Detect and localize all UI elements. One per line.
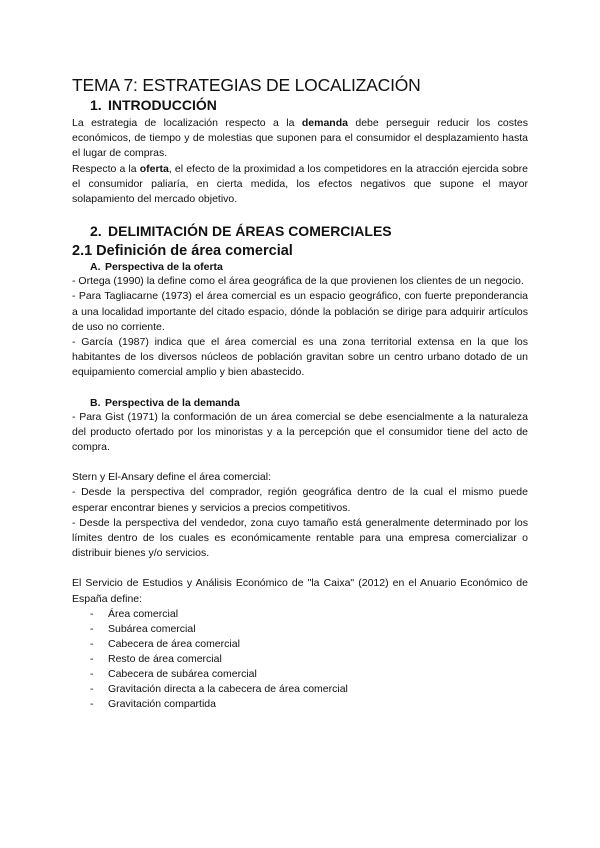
- list-dash: -: [90, 682, 94, 695]
- section-1-number: 1.: [90, 97, 102, 113]
- list-item-text: Gravitación compartida: [108, 697, 216, 710]
- perspectiva-demanda-letter: B.: [90, 396, 101, 409]
- list-item: [90, 697, 528, 712]
- list-item-text: Cabecera de área comercial: [108, 637, 240, 650]
- list-item: [90, 637, 528, 652]
- list-item-text: Gravitación directa a la cabecera de área comercial: [108, 682, 348, 695]
- section-2-number: 2.: [90, 223, 102, 240]
- list-item: [90, 652, 528, 667]
- document-page: [72, 74, 528, 712]
- perspectiva-demanda-heading: [90, 396, 528, 410]
- list-item-text: Cabecera de subárea comercial: [108, 667, 257, 680]
- intro-paragraph-oferta: [72, 162, 528, 208]
- intro-p1-bold: demanda: [301, 117, 348, 129]
- perspectiva-oferta-title: Perspectiva de la oferta: [105, 261, 223, 274]
- list-item: [90, 622, 528, 637]
- oferta-tagliacarne-paragraph: - Para Tagliacarne (1973) el área comercial es un espacio geográfico, con fuerte preponderancia a una localidad importante del citado espacio, dónde la población se dirige para adquirir artículos de uso no corriente.: [72, 290, 528, 333]
- list-dash: -: [90, 652, 94, 665]
- demanda-gist-paragraph: - Para Gist (1971) la conformación de un área comercial se debe esencialmente a la naturaleza del producto ofertado por los minoristas y a la percepción que el consumidor tiene del acto de compra.: [72, 410, 528, 454]
- section-1-heading: [90, 96, 528, 114]
- stern-vendedor-paragraph: - Desde la perspectiva del vendedor, zona cuyo tamaño está generalmente determinado por los límites dentro de los cuales es económicamente rentable para una empresa comercializar o distribuir bienes y/o servicios.: [72, 516, 528, 560]
- perspectiva-demanda-title: Perspectiva de la demanda: [105, 396, 240, 409]
- perspectiva-oferta-heading: [90, 260, 528, 274]
- list-item: [90, 607, 528, 622]
- list-dash: -: [90, 622, 94, 635]
- list-item-text: Resto de área comercial: [108, 652, 222, 665]
- list-dash: -: [90, 607, 94, 620]
- intro-paragraph-demanda: [72, 116, 528, 162]
- list-dash: -: [90, 637, 94, 650]
- list-item: [90, 682, 528, 697]
- section-1-title: INTRODUCCIÓN: [108, 97, 217, 113]
- intro-p2-bold: oferta: [139, 162, 169, 175]
- list-item: [90, 667, 528, 682]
- subsection-2-1-heading: 2.1 Definición de área comercial: [72, 243, 293, 260]
- oferta-ortega-paragraph: - Ortega (1990) la define como el área geográfica de la que provienen los clientes de un negocio.: [72, 275, 524, 288]
- caixa-intro-paragraph: El Servicio de Estudios y Análisis Económico de "la Caixa" (2012) en el Anuario Económico de España define:: [72, 577, 528, 605]
- intro-p2-text-a: Respecto a la: [72, 162, 140, 175]
- intro-p1-text-a: La estrategia de localización respecto a la: [72, 117, 302, 129]
- stern-comprador-paragraph: - Desde la perspectiva del comprador, región geográfica dentro de la cual el mismo puede esperar encontrar bienes y servicios a precios competitivos.: [72, 486, 528, 514]
- perspectiva-oferta-letter: A.: [90, 261, 101, 274]
- list-dash: -: [90, 697, 94, 710]
- stern-intro-paragraph: Stern y El-Ansary define el área comercial:: [72, 471, 272, 484]
- list-item-text: Área comercial: [108, 607, 179, 620]
- oferta-garcia-paragraph: - García (1987) indica que el área comercial es una zona territorial extensa en la que los habitantes de los diversos núcleos de población gravitan sobre un centro urbano dotado de un equipamiento comercial amplio y bien abastecido.: [72, 336, 528, 379]
- caixa-definitions-list: [72, 607, 528, 712]
- list-dash: -: [90, 667, 94, 680]
- list-item-text: Subárea comercial: [108, 622, 196, 635]
- section-2-heading: [90, 222, 528, 240]
- document-title: TEMA 7: ESTRATEGIAS DE LOCALIZACIÓN: [72, 75, 421, 95]
- section-2-title: DELIMITACIÓN DE ÁREAS COMERCIALES: [108, 223, 392, 240]
- intro-p2-text-c: , el efecto de la proximidad a los competidores en la atracción ejercida sobre el consumidor paliaría, en cierta medida, los efectos negativos que supone el mayor solapamiento del mercado objetivo.: [72, 162, 528, 206]
- intro-p1-text-c: debe perseguir reducir los costes económicos, de tiempo y de molestias que suponen para el consumidor el desplazamiento hasta el lugar de compras.: [72, 117, 528, 160]
